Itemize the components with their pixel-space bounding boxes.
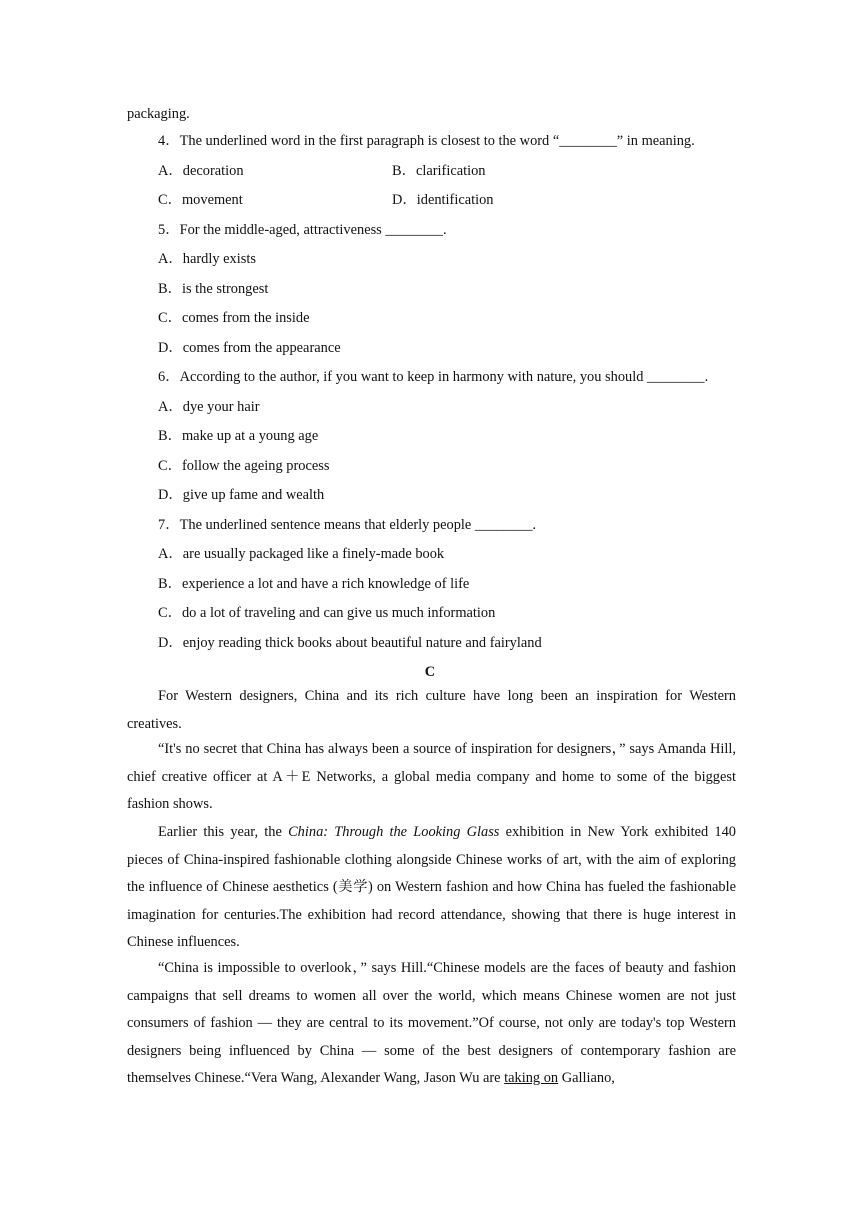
question-6-option-b: B．make up at a young age <box>158 428 319 444</box>
question-5-stem: 5．For the middle-aged, attractiveness ________. <box>158 222 447 238</box>
question-4-option-c: C．movement <box>158 192 243 208</box>
question-6-stem: 6．According to the author, if you want to keep in harmony with nature, you should ________. <box>158 369 709 385</box>
paragraph-4-text-after: Galliano, <box>558 1070 615 1086</box>
passage-paragraph-2 <box>127 736 736 819</box>
passage-paragraph-3 <box>127 819 736 957</box>
question-7-option-c: C．do a lot of traveling and can give us much information <box>158 605 496 621</box>
question-7-option-d: D．enjoy reading thick books about beautiful nature and fairyland <box>158 635 542 651</box>
passage-paragraph-1 <box>127 683 736 738</box>
question-5-option-d: D．comes from the appearance <box>158 340 341 356</box>
exhibition-title: China: Through the Looking Glass <box>288 824 500 840</box>
question-5-option-a: A．hardly exists <box>158 251 256 267</box>
paragraph-1-text: For Western designers, China and its rich culture have long been an inspiration for Western creatives. <box>127 688 736 732</box>
paragraph-4-text-before: “China is impossible to overlook，” says Hill.“Chinese models are the faces of beauty and fashion campaigns that sell dreams to women all over the world, which means Chinese women are not just consumers of fashion — they are central to its movement.”Of course, not only are today's top Western designers being influenced by China — some of the best designers of contemporary fashion are themselves Chinese.“Vera Wang, Alexander Wang, Jason Wu are <box>127 960 736 1086</box>
question-7-stem: 7．The underlined sentence means that elderly people ________. <box>158 517 537 533</box>
paragraph-3-text-before: Earlier this year, the <box>158 824 289 840</box>
question-4-option-d: D．identification <box>392 192 494 208</box>
question-6-option-c: C．follow the ageing process <box>158 458 330 474</box>
question-6-option-d: D．give up fame and wealth <box>158 487 325 503</box>
question-7-option-b: B．experience a lot and have a rich knowledge of life <box>158 576 470 592</box>
continued-text: packaging. <box>127 106 190 122</box>
section-heading: C <box>424 664 436 680</box>
question-4-option-a: A．decoration <box>158 163 244 179</box>
question-6-option-a: A．dye your hair <box>158 399 260 415</box>
underlined-phrase: taking on <box>504 1070 559 1086</box>
question-4-option-b: B．clarification <box>392 163 486 179</box>
passage-paragraph-4 <box>127 955 736 1093</box>
question-4-stem: 4．The underlined word in the first paragraph is closest to the word “________” in meaning. <box>158 133 695 149</box>
question-7-option-a: A．are usually packaged like a finely-made book <box>158 546 445 562</box>
paragraph-2-text: “It's no secret that China has always been a source of inspiration for designers，” says Amanda Hill, chief creative officer at A＋E Networks, a global media company and home to some of the biggest fashion shows. <box>127 741 736 812</box>
paragraph-3-text-after: exhibition in New York exhibited 140 pieces of China-inspired fashionable clothing alongside Chinese works of art, with the aim of exploring the influence of Chinese aesthetics (美学) on Western fashion and how China has fueled the fashionable imagination for centuries.The exhibition had record attendance, showing that there is huge interest in Chinese influences. <box>127 824 737 950</box>
question-5-option-c: C．comes from the inside <box>158 310 310 326</box>
question-5-option-b: B．is the strongest <box>158 281 269 297</box>
